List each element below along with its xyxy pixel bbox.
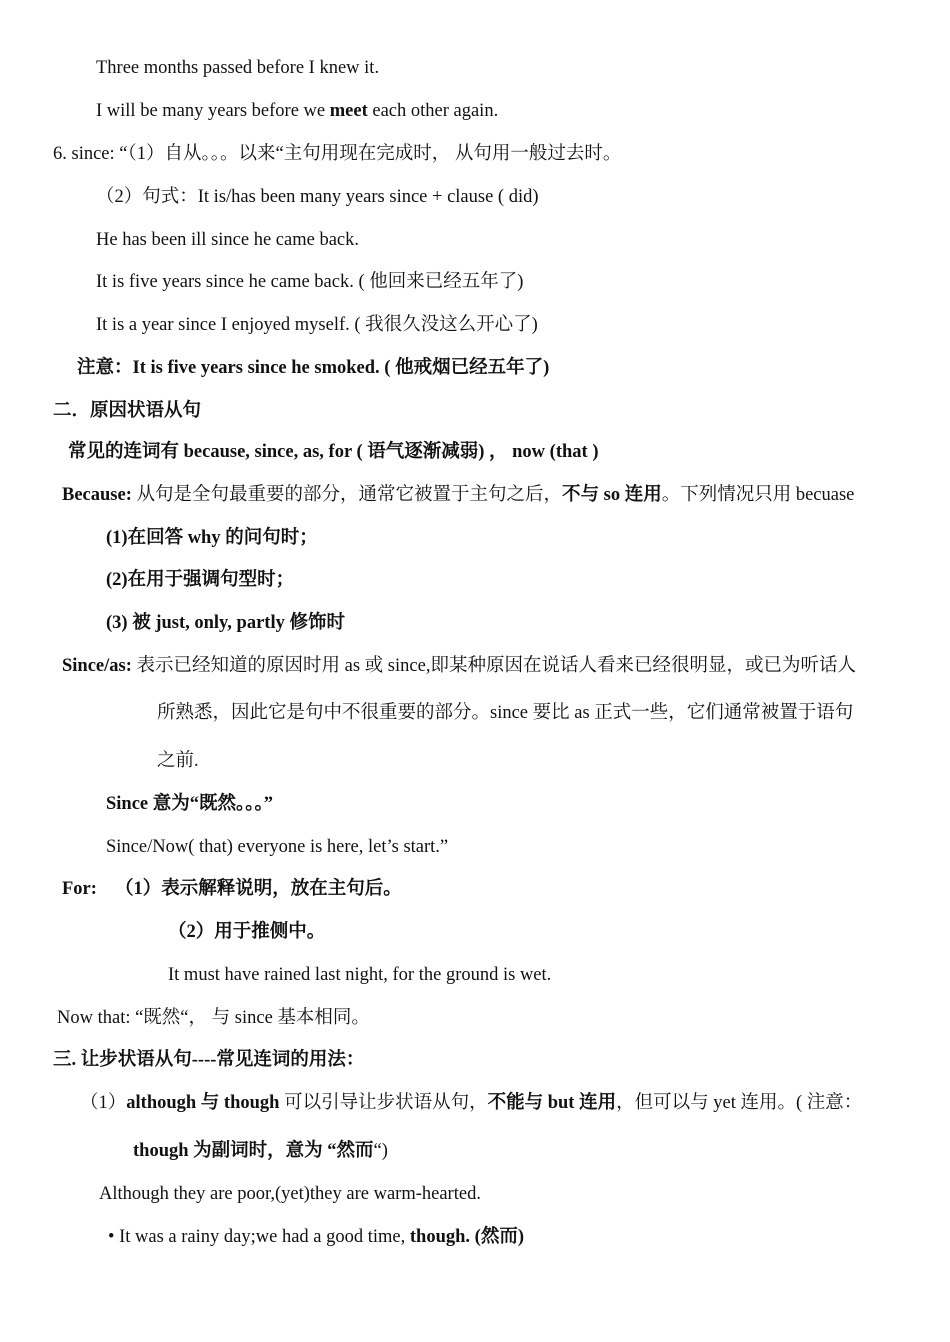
since-as-rule [62, 654, 856, 678]
text-run: • It was a rainy day;we had a good time, [108, 1227, 410, 1247]
emphasis: 不能与 but 连用 [487, 1093, 617, 1113]
list-item: (2)在用于强调句型时； [106, 570, 295, 590]
example-sentence: Although they are poor,(yet)they are warm-hearted. [99, 1184, 481, 1204]
section-heading: 二．原因状语从句 [53, 401, 202, 421]
text-run: ，但可以与 yet 连用。( 注意： [616, 1093, 863, 1113]
term: For: [62, 879, 97, 899]
emphasis: meet [329, 101, 368, 121]
text-run: I will be many years before we [96, 101, 330, 121]
example-sentence: He has been ill since he came back. [96, 230, 359, 250]
although-rule [80, 1091, 862, 1115]
since-as-rule-cont: 之前. [157, 751, 199, 771]
emphasis: though. (然而) [409, 1227, 524, 1247]
since-as-rule-cont: 所熟悉，因此它是句中不很重要的部分。since 要比 as 正式一些，它们通常被置于语句 [157, 703, 854, 723]
emphasis: though 为副词时，意为 “然而 [133, 1141, 374, 1161]
example-sentence: Since/Now( that) everyone is here, let’s start.” [106, 837, 449, 857]
example-sentence [96, 99, 498, 123]
text-run: 从句是全句最重要的部分，通常它被置于主句之后， [131, 485, 563, 505]
for-rule-2: （2）用于推侧中。 [168, 922, 326, 942]
note: 注意：It is five years since he smoked. ( 他戒烟已经五年了) [77, 358, 550, 378]
text-run: 可以引导让步状语从句， [279, 1093, 488, 1113]
example-sentence: It is a year since I enjoyed myself. ( 我很久没这么开心了) [96, 315, 538, 335]
example-sentence: It must have rained last night, for the ground is wet. [168, 965, 552, 985]
example-sentence [108, 1225, 524, 1249]
rule-text: （2）句式：It is/has been many years since + clause ( did) [96, 187, 539, 207]
example-sentence: It is five years since he came back. ( 他回来已经五年了) [96, 272, 524, 292]
list-item: (1)在回答 why 的问句时； [106, 528, 318, 548]
since-meaning: Since 意为“既然。。。” [106, 794, 274, 814]
text-run: “) [373, 1141, 388, 1161]
emphasis: 不与 so 连用 [562, 485, 662, 505]
text-run: 。下列情况只用 becuase [661, 485, 855, 505]
term: Since/as: [62, 656, 132, 676]
although-note [133, 1139, 388, 1163]
text-run: （1）表示解释说明，放在主句后。 [114, 879, 402, 899]
text-run: （1） [80, 1093, 127, 1113]
text-run: 表示已经知道的原因时用 as 或 since,即某种原因在说话人看来已经很明显，或已为听话人 [131, 656, 856, 676]
because-rule [62, 483, 854, 507]
for-rule [62, 877, 402, 901]
now-that-rule: Now that: “既然“， 与 since 基本相同。 [57, 1008, 370, 1028]
text-run: each other again. [367, 101, 499, 121]
term: Because: [62, 485, 132, 505]
emphasis: although 与 though [126, 1093, 280, 1113]
example-sentence: Three months passed before I knew it. [96, 58, 380, 78]
list-item: (3) 被 just, only, partly 修饰时 [106, 613, 345, 633]
rule-heading: 6. since: “（1）自从。。。以来“主句用现在完成时， 从句用一般过去时。 [53, 144, 622, 164]
section-heading: 三. 让步状语从句----常见连词的用法： [53, 1050, 365, 1070]
conjunction-list: 常见的连词有 because, since, as, for ( 语气逐渐减弱) ， now (that ) [68, 442, 599, 462]
